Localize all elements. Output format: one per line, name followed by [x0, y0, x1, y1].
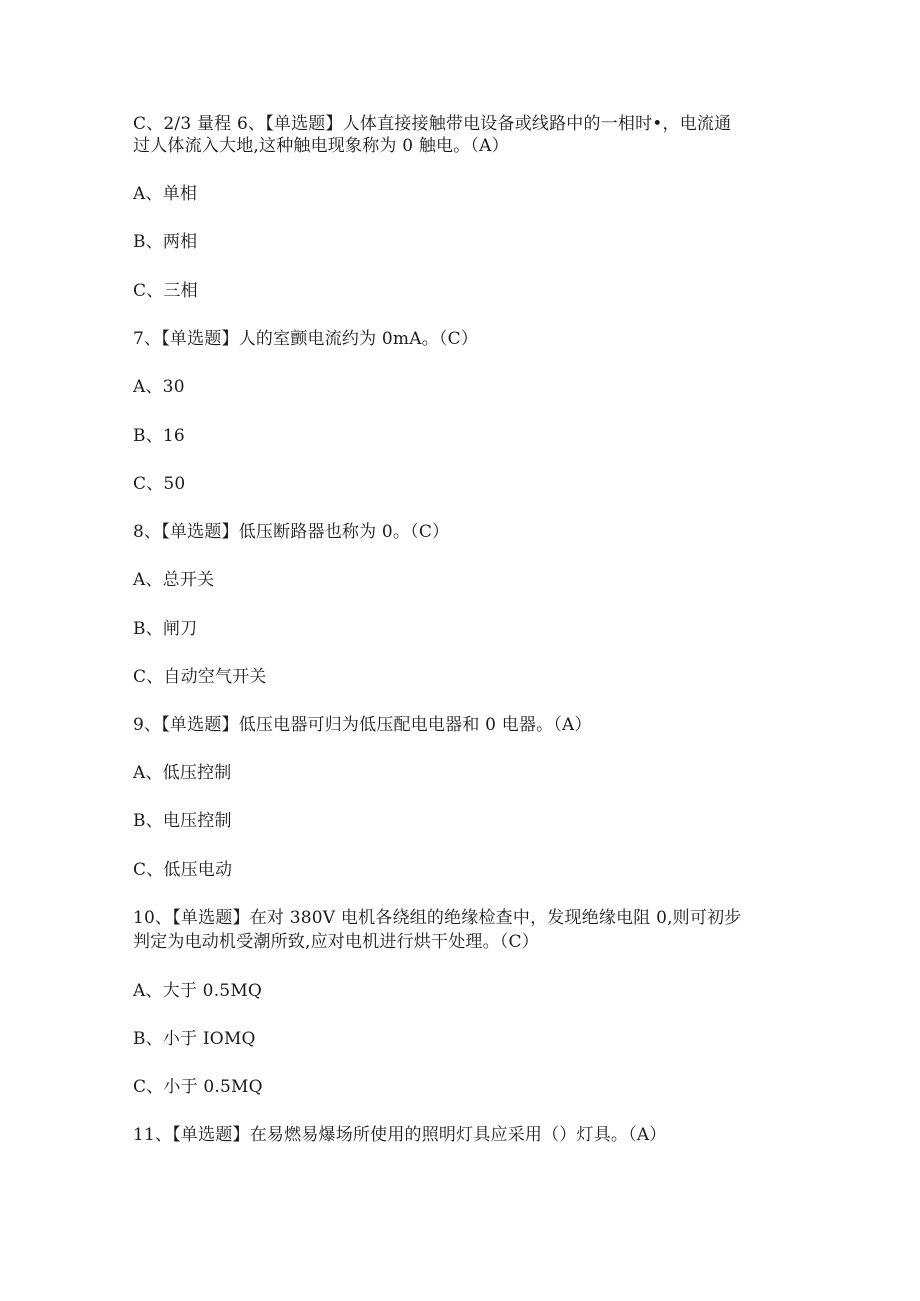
question-6-option-c: C、三相 — [133, 281, 198, 301]
question-8-stem: 8、【单选题】低压断路器也称为 0。（C） — [133, 522, 450, 542]
question-9-stem: 9、【单选题】低压电器可归为低压配电电器和 0 电器。（A） — [133, 715, 592, 735]
question-9-option-a: A、低压控制 — [133, 763, 232, 783]
question-7-option-a: A、30 — [133, 377, 185, 397]
question-6-stem-line-1: C、2/3 量程 6、【单选题】人体直接接触带电设备或线路中的一相时•，电流通 — [133, 114, 732, 134]
question-9-option-c: C、低压电动 — [133, 860, 233, 880]
question-8-option-b: B、闸刀 — [133, 619, 198, 639]
question-7-option-c: C、50 — [133, 474, 186, 494]
question-8-option-c: C、自动空气开关 — [133, 667, 267, 687]
question-10-stem-line-2: 判定为电动机受潮所致,应对电机进行烘干处理。（C） — [133, 932, 539, 952]
question-8-option-a: A、总开关 — [133, 570, 215, 590]
question-11-stem: 11、【单选题】在易燃易爆场所使用的照明灯具应采用（）灯具。（A） — [133, 1125, 667, 1145]
question-10-stem-line-1: 10、【单选题】在对 380V 电机各绕组的绝缘检查中，发现绝缘电阻 0,则可初步 — [133, 908, 742, 928]
question-10-option-a: A、大于 0.5MQ — [133, 981, 263, 1001]
question-7-stem: 7、【单选题】人的室颤电流约为 0mA。（C） — [133, 329, 479, 349]
question-6-stem-line-2: 过人体流入大地,这种触电现象称为 0 触电。（A） — [133, 136, 509, 156]
question-6-option-a: A、单相 — [133, 184, 198, 204]
question-9-option-b: B、电压控制 — [133, 811, 232, 831]
question-10-option-c: C、小于 0.5MQ — [133, 1077, 263, 1097]
question-6-option-b: B、两相 — [133, 232, 198, 252]
question-10-option-b: B、小于 IOMQ — [133, 1029, 256, 1049]
question-7-option-b: B、16 — [133, 426, 185, 446]
